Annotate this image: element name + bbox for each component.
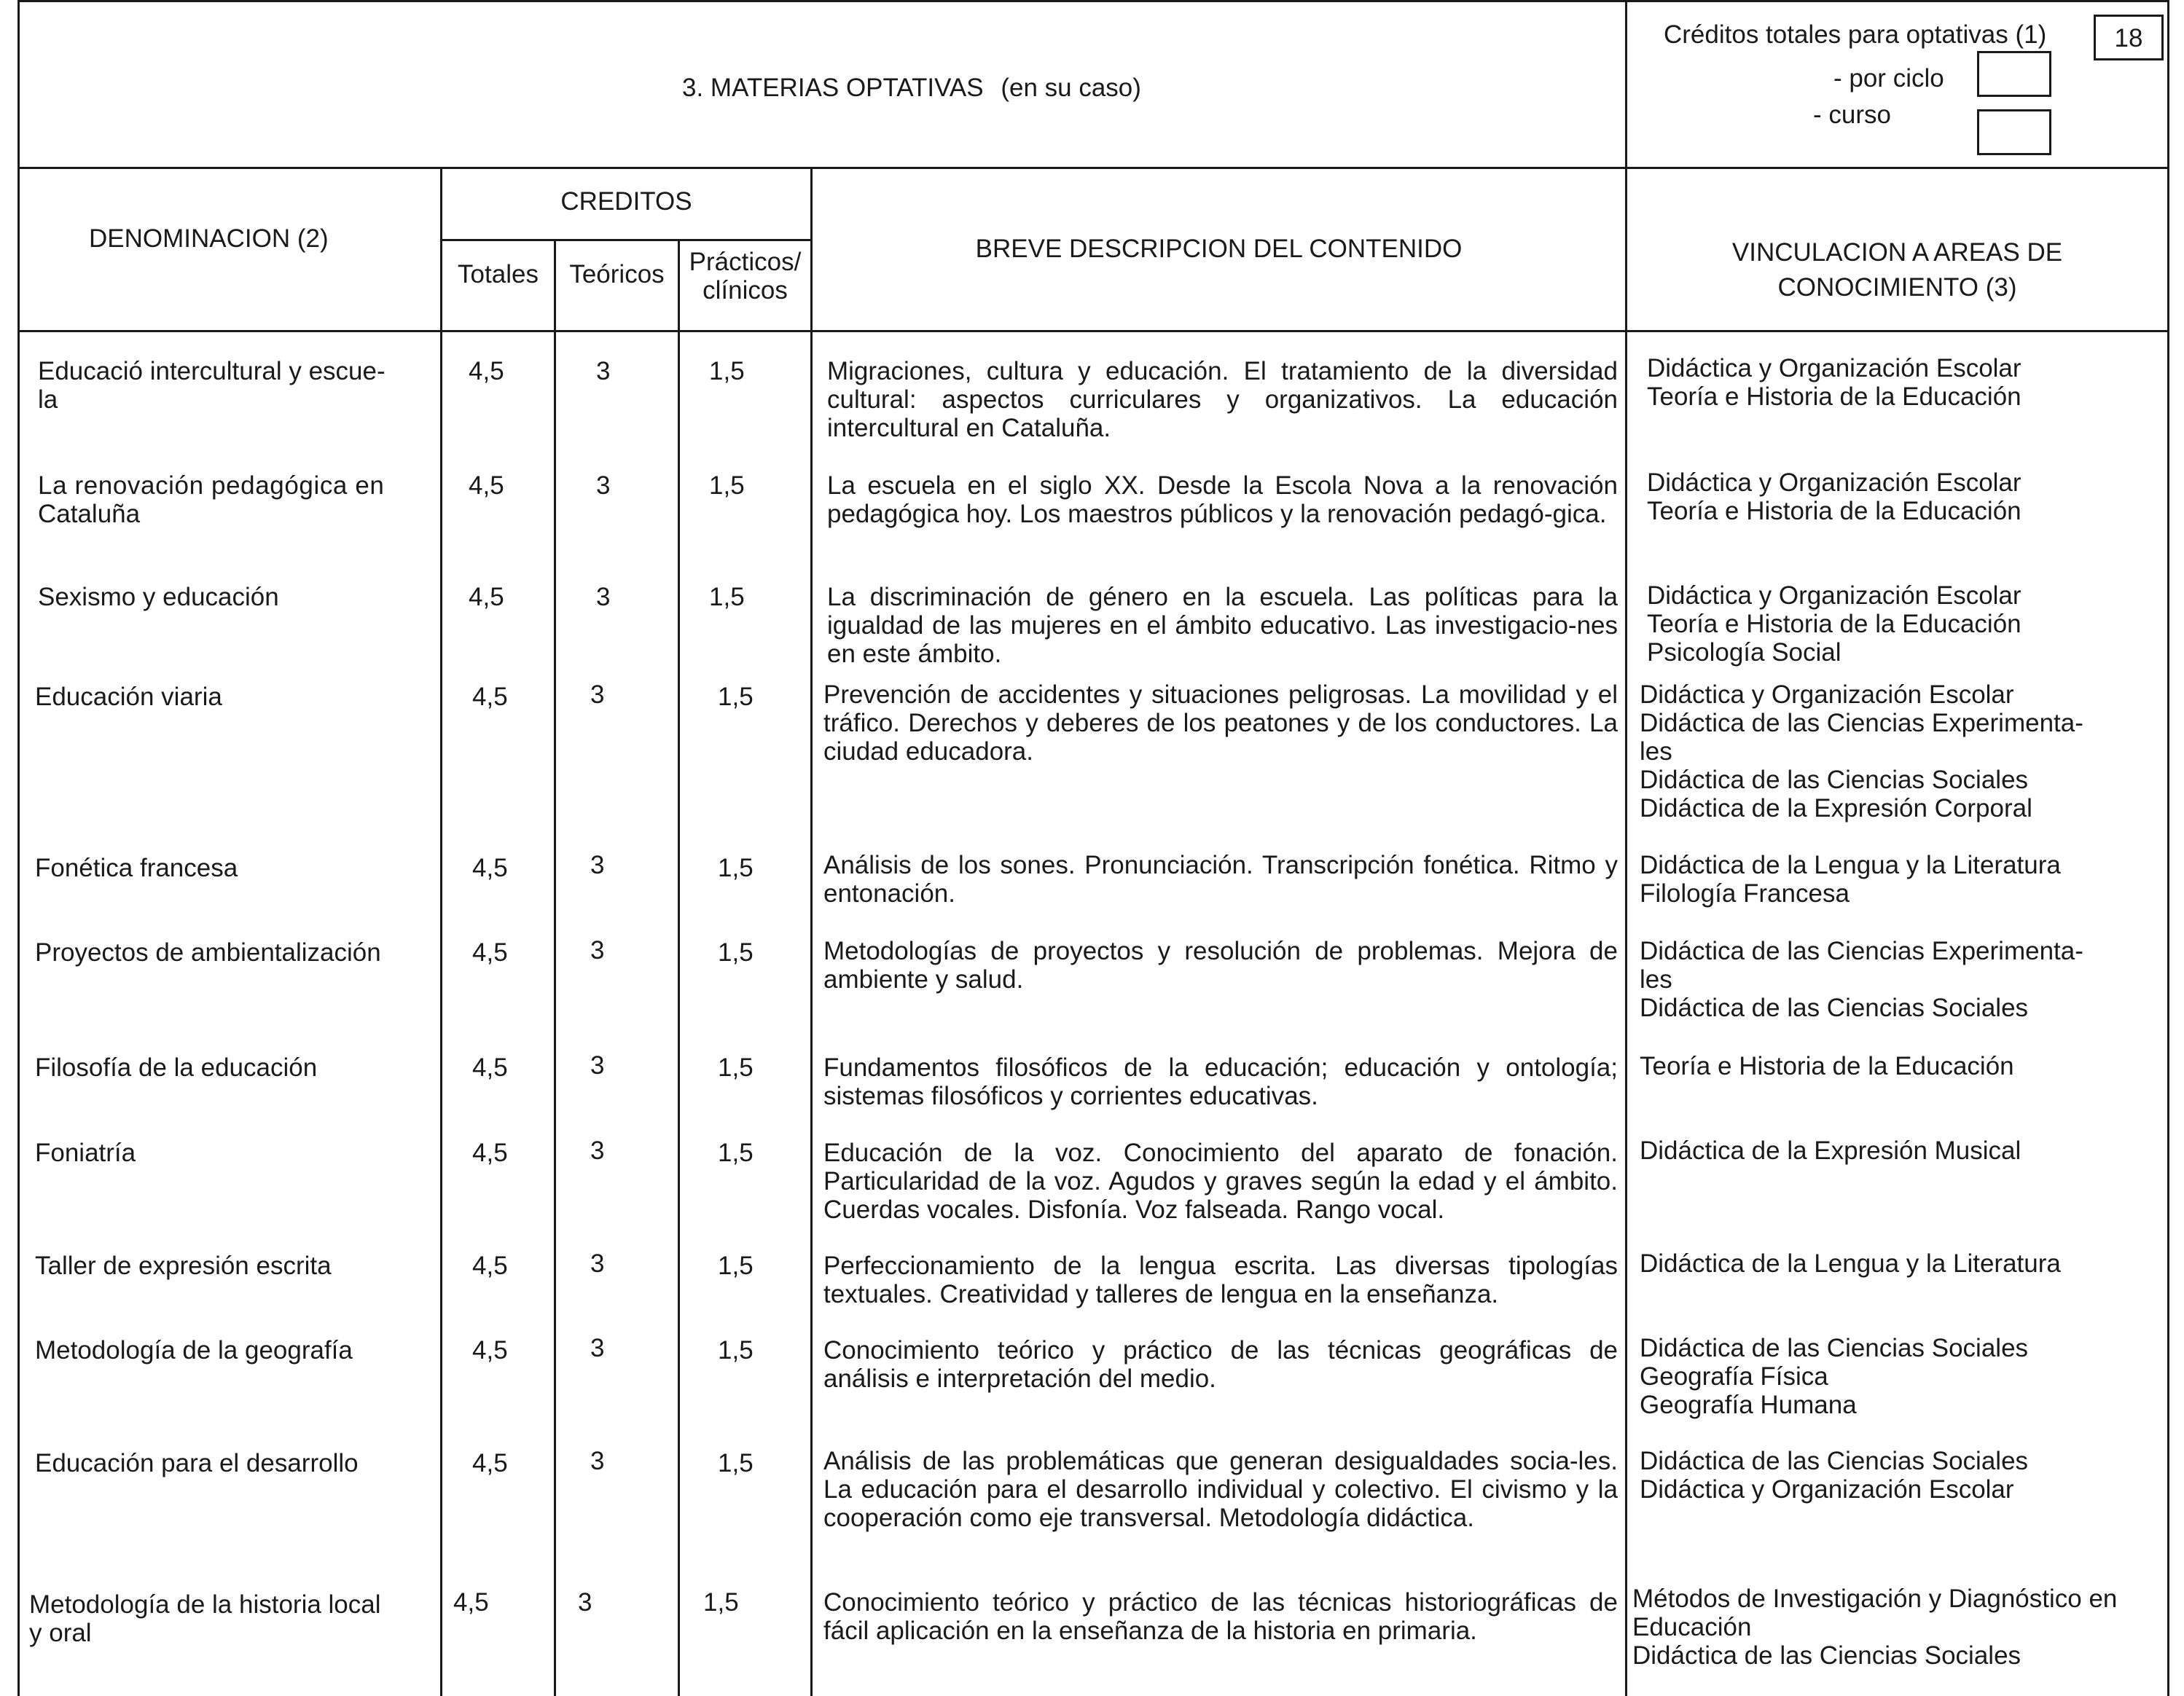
row-areas bbox=[1640, 851, 2061, 908]
row-practicos: 1,5 bbox=[718, 1053, 754, 1082]
row-practicos: 1,5 bbox=[718, 938, 754, 967]
row-denominacion-line: la bbox=[38, 385, 58, 414]
row-area: Geografía Humana bbox=[1640, 1391, 1857, 1419]
row-denominacion-line: Educación viaria bbox=[35, 683, 222, 711]
col-header-creditos: CREDITOS bbox=[560, 187, 692, 216]
row-area: Didáctica de las Ciencias Experimenta- bbox=[1640, 937, 2083, 965]
row-denominacion bbox=[35, 1139, 136, 1167]
row-denominacion-line: Metodología de la geografía bbox=[35, 1336, 353, 1365]
row-area: Didáctica de las Ciencias Sociales bbox=[1640, 1447, 2029, 1475]
row-teoricos: 3 bbox=[590, 851, 605, 879]
row-practicos: 1,5 bbox=[709, 471, 745, 500]
row-denominacion bbox=[38, 357, 385, 414]
section-title bbox=[682, 74, 1141, 102]
col-header-vinculacion bbox=[1627, 235, 2167, 305]
row-practicos: 1,5 bbox=[703, 1588, 739, 1617]
frame-top-line bbox=[17, 0, 2169, 2]
por-ciclo-box bbox=[1977, 51, 2051, 97]
row-descripcion: Análisis de los sones. Pronunciación. Transcripción fonética. Ritmo y entonación. bbox=[823, 851, 1618, 908]
row-area: Psicología Social bbox=[1647, 638, 1841, 667]
row-teoricos: 3 bbox=[596, 471, 611, 500]
row-denominacion-line: Cataluña bbox=[38, 500, 141, 528]
row-area: Didáctica de la Expresión Corporal bbox=[1640, 794, 2032, 823]
col-header-vinculacion-line1: VINCULACION A AREAS DE bbox=[1731, 238, 2063, 267]
title-row-bottom-line bbox=[17, 167, 2169, 169]
row-area: Métodos de Investigación y Diagnóstico en bbox=[1632, 1585, 2118, 1613]
row-descripcion: Fundamentos filosóficos de la educación; educación y ontología; sistemas filosóficos y corrientes educativas. bbox=[823, 1053, 1618, 1110]
row-area: Didáctica y Organización Escolar bbox=[1647, 581, 2021, 610]
row-practicos: 1,5 bbox=[718, 1139, 754, 1167]
row-teoricos: 3 bbox=[590, 680, 605, 709]
row-descripcion: Educación de la voz. Conocimiento del aparato de fonación. Particularidad de la voz. Agudos y graves según la edad y el ámbito. Cuerdas vocales. Disfonía. Voz falseada. Rango vocal. bbox=[823, 1139, 1618, 1224]
creditos-subheader-line bbox=[441, 239, 812, 241]
section-title-text: 3. MATERIAS OPTATIVAS bbox=[682, 74, 984, 102]
row-descripcion: Análisis de las problemáticas que generan desigualdades socia-les. La educación para el desarrollo individual y colectivo. El civismo y la cooperación como eje transversal. Metodología didáctica. bbox=[823, 1447, 1618, 1532]
row-denominacion-line: Proyectos de ambientalización bbox=[35, 938, 381, 967]
col-header-totales: Totales bbox=[458, 260, 539, 288]
row-area: Teoría e Historia de la Educación bbox=[1647, 382, 2021, 411]
row-areas bbox=[1647, 581, 2021, 667]
row-descripcion: Prevención de accidentes y situaciones peligrosas. La movilidad y el tráfico. Derechos y deberes de los peatones y de los conductores. La ciudad educadora. bbox=[823, 680, 1618, 766]
curso-box bbox=[1977, 109, 2051, 155]
row-area: Didáctica de la Lengua y la Literatura bbox=[1640, 1249, 2061, 1278]
row-area: Didáctica y Organización Escolar bbox=[1647, 354, 2021, 382]
row-area: Teoría e Historia de la Educación bbox=[1640, 1052, 2014, 1080]
row-practicos: 1,5 bbox=[718, 1252, 754, 1280]
col-line-teoricos bbox=[678, 240, 680, 1696]
header-row-bottom-line bbox=[17, 330, 2169, 332]
row-areas bbox=[1647, 354, 2021, 411]
row-area: Didáctica de las Ciencias Sociales bbox=[1640, 1334, 2029, 1362]
row-area: Geografía Física bbox=[1640, 1362, 1828, 1391]
col-header-vinculacion-line2: CONOCIMIENTO (3) bbox=[1777, 273, 2017, 302]
row-totales: 4,5 bbox=[472, 938, 508, 967]
frame-right-line bbox=[2167, 0, 2169, 1696]
row-teoricos: 3 bbox=[590, 1249, 605, 1278]
row-denominacion bbox=[38, 471, 384, 528]
frame-left-line bbox=[17, 0, 20, 1696]
row-area: Didáctica y Organización Escolar bbox=[1640, 680, 2014, 709]
row-denominacion-line: Foniatría bbox=[35, 1139, 136, 1167]
row-totales: 4,5 bbox=[472, 683, 508, 711]
row-area: Didáctica de las Ciencias Sociales bbox=[1640, 994, 2029, 1022]
credits-total-label: Créditos totales para optativas (1) bbox=[1664, 20, 2047, 49]
row-area: les bbox=[1640, 737, 1672, 766]
credits-total-value: 18 bbox=[2114, 24, 2143, 52]
row-totales: 4,5 bbox=[472, 1449, 508, 1477]
row-denominacion-line: Fonética francesa bbox=[35, 854, 238, 882]
row-totales: 4,5 bbox=[472, 854, 508, 882]
row-descripcion: Conocimiento teórico y práctico de las técnicas geográficas de análisis e interpretación del medio. bbox=[823, 1336, 1618, 1393]
row-denominacion-line: Educació intercultural y escue- bbox=[38, 357, 385, 385]
row-teoricos: 3 bbox=[578, 1588, 592, 1617]
row-totales: 4,5 bbox=[472, 1053, 508, 1082]
row-areas bbox=[1640, 680, 2083, 823]
row-area: les bbox=[1640, 965, 1672, 994]
row-area: Didáctica y Organización Escolar bbox=[1647, 468, 2021, 497]
row-totales: 4,5 bbox=[472, 1336, 508, 1365]
curso-label: - curso bbox=[1813, 101, 1891, 129]
row-descripcion: Conocimiento teórico y práctico de las técnicas historiográficas de fácil aplicación en la enseñanza de la historia en primaria. bbox=[823, 1588, 1618, 1645]
row-descripcion: La escuela en el siglo XX. Desde la Escola Nova a la renovación pedagógica hoy. Los maestros públicos y la renovación pedagó-gica. bbox=[827, 471, 1618, 528]
row-denominacion-line: Metodología de la historia local bbox=[29, 1590, 381, 1619]
credits-total-box bbox=[2094, 15, 2164, 60]
row-areas bbox=[1640, 1136, 2021, 1165]
row-totales: 4,5 bbox=[469, 357, 504, 385]
row-totales: 4,5 bbox=[469, 471, 504, 500]
row-practicos: 1,5 bbox=[709, 583, 745, 611]
row-area: Didáctica de las Ciencias Sociales bbox=[1632, 1641, 2021, 1670]
row-denominacion bbox=[35, 1053, 317, 1082]
row-denominacion bbox=[35, 854, 238, 882]
row-denominacion bbox=[35, 1336, 353, 1365]
row-denominacion-line: Taller de expresión escrita bbox=[35, 1252, 332, 1280]
row-areas bbox=[1640, 1052, 2014, 1080]
row-totales: 4,5 bbox=[472, 1139, 508, 1167]
row-teoricos: 3 bbox=[596, 357, 611, 385]
row-teoricos: 3 bbox=[590, 1334, 605, 1362]
row-denominacion bbox=[29, 1590, 381, 1647]
row-areas bbox=[1640, 1447, 2028, 1504]
row-denominacion-line: Filosofía de la educación bbox=[35, 1053, 318, 1082]
row-practicos: 1,5 bbox=[718, 854, 754, 882]
section-title-suffix: (en su caso) bbox=[1001, 74, 1141, 102]
row-areas bbox=[1640, 937, 2083, 1022]
row-denominacion bbox=[35, 1252, 332, 1280]
row-area: Didáctica de las Ciencias Sociales bbox=[1640, 766, 2029, 794]
row-teoricos: 3 bbox=[590, 1136, 605, 1165]
row-totales: 4,5 bbox=[453, 1588, 489, 1617]
row-descripcion: Perfeccionamiento de la lengua escrita. Las diversas tipologías textuales. Creatividad y talleres de lengua en la enseñanza. bbox=[823, 1252, 1618, 1308]
row-teoricos: 3 bbox=[590, 1447, 605, 1475]
col-header-practicos-line2: clínicos bbox=[702, 276, 788, 305]
row-area: Didáctica de las Ciencias Experimenta- bbox=[1640, 709, 2083, 737]
row-denominacion bbox=[35, 683, 222, 711]
row-areas bbox=[1632, 1585, 2117, 1670]
row-descripcion: Migraciones, cultura y educación. El tratamiento de la diversidad cultural: aspectos curriculares y organizativos. La educación intercultural en Cataluña. bbox=[827, 357, 1618, 442]
row-practicos: 1,5 bbox=[718, 1336, 754, 1365]
row-teoricos: 3 bbox=[596, 583, 611, 611]
row-totales: 4,5 bbox=[472, 1252, 508, 1280]
row-descripcion: La discriminación de género en la escuela. Las políticas para la igualdad de las mujeres en el ámbito educativo. Las investigacio-nes en este ámbito. bbox=[827, 583, 1618, 668]
col-header-practicos-line1: Prácticos/ bbox=[689, 248, 802, 276]
row-areas bbox=[1640, 1249, 2061, 1278]
row-denominacion-line: y oral bbox=[29, 1619, 92, 1647]
row-practicos: 1,5 bbox=[718, 1449, 754, 1477]
row-area: Didáctica y Organización Escolar bbox=[1640, 1475, 2014, 1504]
row-areas bbox=[1647, 468, 2021, 525]
por-ciclo-label: - por ciclo bbox=[1833, 64, 1944, 93]
col-line-practicos bbox=[810, 167, 813, 1696]
row-denominacion-line: La renovación pedagógica en bbox=[38, 471, 385, 500]
col-line-totales bbox=[554, 240, 556, 1696]
col-line-denominacion bbox=[440, 167, 442, 1696]
row-area: Didáctica de la Expresión Musical bbox=[1640, 1136, 2021, 1165]
row-teoricos: 3 bbox=[590, 1051, 605, 1080]
col-header-teoricos: Teóricos bbox=[569, 260, 665, 288]
row-area: Teoría e Historia de la Educación bbox=[1647, 610, 2021, 638]
row-area: Didáctica de la Lengua y la Literatura bbox=[1640, 851, 2061, 879]
row-practicos: 1,5 bbox=[709, 357, 745, 385]
row-area: Educación bbox=[1632, 1613, 1752, 1641]
row-practicos: 1,5 bbox=[718, 683, 754, 711]
col-header-descripcion: BREVE DESCRIPCION DEL CONTENIDO bbox=[975, 235, 1463, 263]
col-header-practicos bbox=[680, 248, 810, 305]
row-denominacion-line: Educación para el desarrollo bbox=[35, 1449, 359, 1477]
row-teoricos: 3 bbox=[590, 936, 605, 965]
row-denominacion bbox=[35, 1449, 359, 1477]
row-denominacion bbox=[35, 938, 381, 967]
row-areas bbox=[1640, 1334, 2028, 1419]
row-descripcion: Metodologías de proyectos y resolución de problemas. Mejora de ambiente y salud. bbox=[823, 937, 1618, 994]
row-denominacion-line: Sexismo y educación bbox=[38, 583, 279, 611]
row-area: Filología Francesa bbox=[1640, 879, 1850, 908]
col-header-denominacion: DENOMINACION (2) bbox=[89, 224, 329, 253]
row-denominacion bbox=[38, 583, 279, 611]
row-totales: 4,5 bbox=[469, 583, 504, 611]
row-area: Teoría e Historia de la Educación bbox=[1647, 497, 2021, 525]
